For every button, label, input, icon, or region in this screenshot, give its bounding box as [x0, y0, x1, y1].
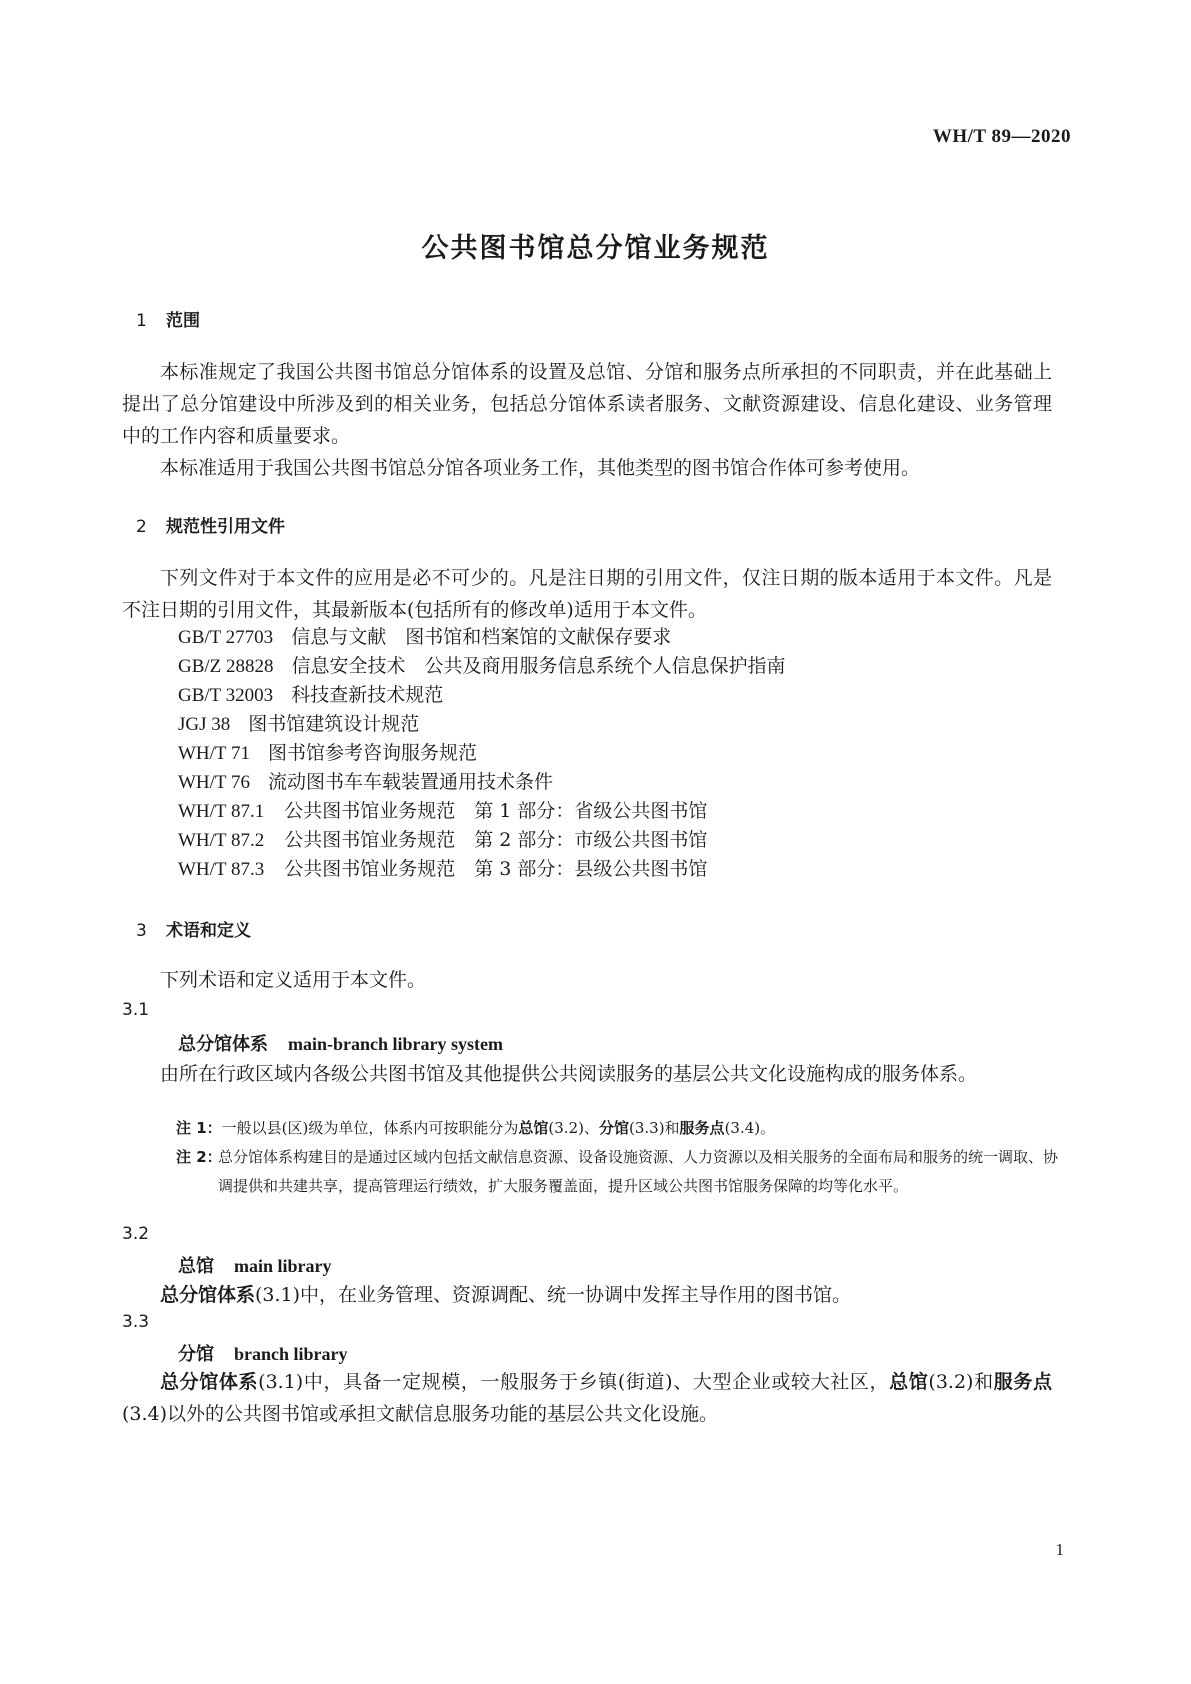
note-text: (3.2)、: [548, 1119, 599, 1137]
scope-paragraph-1: 本标准规定了我国公共图书馆总分馆体系的设置及总馆、分馆和服务点所承担的不同职责，并在此基础上提出了总分馆建设中所涉及到的相关业务，包括总分馆体系读者服务、文献资源建设、信息化建设、业务管理中的工作内容和质量要求。: [122, 361, 1052, 447]
term-definition: 由所在行政区域内各级公共图书馆及其他提供公共阅读服务的基层公共文化设施构成的服务体系。: [160, 1063, 978, 1085]
section-heading-normative: [136, 512, 285, 537]
term-note-1: [176, 1114, 1056, 1143]
note-label: 注 2：: [176, 1148, 222, 1166]
term-heading: [178, 1030, 503, 1056]
reference-code: JGJ 38: [178, 714, 231, 735]
reference-item: [178, 767, 553, 798]
note-keyword: 总馆: [518, 1119, 549, 1137]
reference-title: 科技查新技术规范: [291, 684, 444, 706]
term-english: main-branch library system: [288, 1034, 503, 1054]
term-heading: [178, 1340, 348, 1366]
section-heading-terms: [136, 916, 251, 941]
note-text: (3.4)。: [724, 1119, 776, 1137]
term-note-2: 总分馆体系构建目的是通过区域内包括文献信息资源、设备设施资源、人力资源以及相关服务的全面布局和服务的统一调取、协调提供和共建共享，提高管理运行绩效，扩大服务覆盖面，提升区域公共图书馆服务保障的均等化水平。: [218, 1148, 1059, 1195]
section-heading-scope: [136, 306, 200, 331]
reference-code: WH/T 87.3: [178, 859, 265, 880]
reference-code: WH/T 71: [178, 743, 250, 764]
term-chinese: 分馆: [178, 1344, 214, 1365]
definition-keyword: 总馆: [889, 1371, 929, 1393]
section-title: 术语和定义: [166, 921, 251, 941]
standard-code: WH/T 89—2020: [932, 126, 1071, 147]
definition-keyword: 总分馆体系: [160, 1284, 256, 1306]
term-number: 3.1: [122, 1000, 150, 1020]
scope-paragraph-2: 本标准适用于我国公共图书馆总分馆各项业务工作，其他类型的图书馆合作体可参考使用。: [160, 457, 921, 479]
reference-title: 信息安全技术 公共及商用服务信息系统个人信息保护指南: [291, 655, 786, 677]
section-title: 范围: [166, 311, 200, 331]
reference-item: [178, 738, 477, 769]
reference-item: [178, 796, 707, 827]
reference-code: GB/T 27703: [178, 627, 274, 648]
term-definition: [122, 1279, 1052, 1311]
definition-text: (3.1)中，在业务管理、资源调配、统一协调中发挥主导作用的图书馆。: [255, 1284, 852, 1306]
term-number: 3.3: [122, 1312, 150, 1332]
reference-item: [178, 825, 707, 856]
term-chinese: 总馆: [178, 1256, 214, 1277]
note-label: 注 1：: [176, 1119, 222, 1137]
section-number: 2: [136, 517, 147, 537]
note-keyword: 分馆: [598, 1119, 629, 1137]
section-title: 规范性引用文件: [166, 517, 285, 537]
note-text: (3.3)和: [628, 1119, 680, 1137]
definition-text: (3.2)和: [928, 1371, 994, 1393]
reference-code: WH/T 87.2: [178, 830, 265, 851]
section-number: 1: [136, 311, 147, 331]
reference-code: WH/T 76: [178, 772, 250, 793]
reference-title: 信息与文献 图书馆和档案馆的文献保存要求: [291, 626, 672, 648]
term-english: branch library: [234, 1344, 348, 1364]
reference-item: [178, 709, 419, 740]
definition-keyword: 总分馆体系: [160, 1371, 259, 1393]
reference-title: 图书馆建筑设计规范: [248, 713, 420, 735]
definition-keyword: 服务点: [993, 1371, 1052, 1393]
term-english: main library: [234, 1256, 332, 1276]
reference-item: [178, 680, 443, 711]
term-chinese: 总分馆体系: [178, 1034, 268, 1055]
reference-title: 公共图书馆业务规范 第 3 部分：县级公共图书馆: [284, 858, 708, 880]
reference-title: 公共图书馆业务规范 第 1 部分：省级公共图书馆: [284, 800, 708, 822]
term-number: 3.2: [122, 1224, 150, 1244]
normative-intro: 下列文件对于本文件的应用是必不可少的。凡是注日期的引用文件，仅注日期的版本适用于本文件。凡是不注日期的引用文件，其最新版本(包括所有的修改单)适用于本文件。: [122, 567, 1052, 621]
definition-text: (3.1)中，具备一定规模，一般服务于乡镇(街道)、大型企业或较大社区，: [258, 1371, 890, 1393]
reference-code: GB/Z 28828: [178, 656, 274, 677]
reference-item: [178, 651, 786, 682]
reference-code: GB/T 32003: [178, 685, 274, 706]
document-title: 公共图书馆总分馆业务规范: [421, 233, 770, 264]
reference-title: 图书馆参考咨询服务规范: [267, 742, 477, 764]
reference-title: 流动图书车车载装置通用技术条件: [267, 771, 553, 793]
page-number: 1: [1055, 1540, 1064, 1559]
reference-code: WH/T 87.1: [178, 801, 265, 822]
term-heading: [178, 1252, 332, 1278]
terms-intro: 下列术语和定义适用于本文件。: [160, 969, 427, 991]
section-number: 3: [136, 921, 147, 941]
term-definition: [122, 1366, 1052, 1430]
definition-text: (3.4)以外的公共图书馆或承担文献信息服务功能的基层公共文化设施。: [122, 1403, 719, 1425]
note-text: 一般以县(区)级为单位，体系内可按职能分为: [221, 1119, 519, 1137]
note-keyword: 服务点: [679, 1119, 725, 1137]
reference-title: 公共图书馆业务规范 第 2 部分：市级公共图书馆: [284, 829, 708, 851]
reference-item: [178, 854, 707, 885]
reference-item: [178, 622, 671, 653]
